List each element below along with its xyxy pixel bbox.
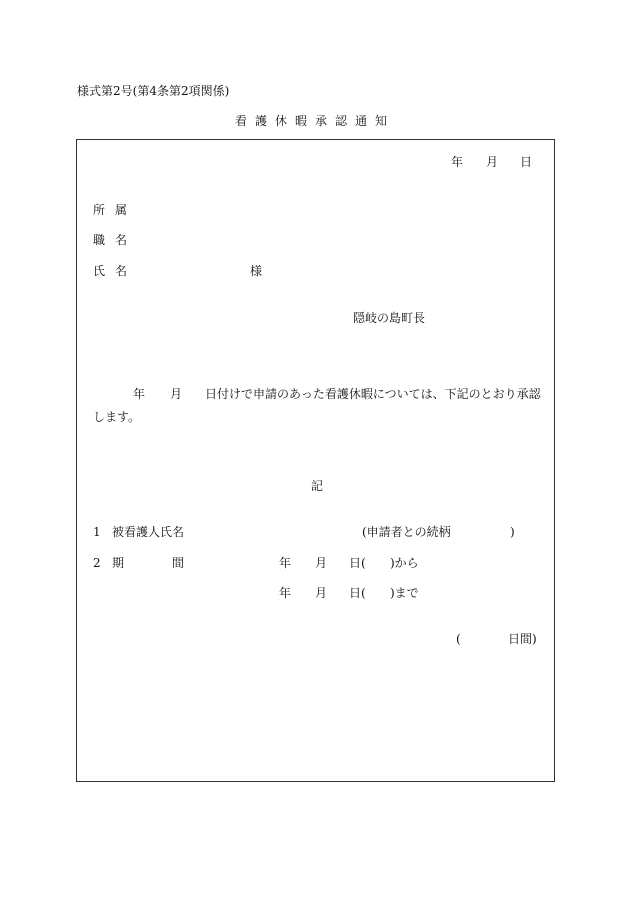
to-year: 年	[279, 586, 292, 600]
item1-relation: (申請者との続柄	[362, 525, 451, 539]
from-day: 日(	[349, 556, 366, 570]
body-line2: します。	[93, 410, 141, 424]
name-label: 氏名	[93, 264, 138, 278]
honorific: 様	[250, 264, 263, 278]
from-year: 年	[279, 556, 292, 570]
item2-label-a: 期	[112, 556, 125, 570]
ki-heading: 記	[311, 479, 324, 493]
item1-label: 被看護人氏名	[112, 525, 185, 539]
days-close: 日間)	[508, 632, 537, 646]
department-label: 所属	[93, 203, 138, 217]
form-frame	[76, 139, 555, 782]
to-month: 月	[315, 586, 328, 600]
document-title: 看護休暇承認通知	[234, 114, 395, 128]
to-day: 日(	[349, 586, 366, 600]
item2-label-b: 間	[172, 556, 185, 570]
from-month: 月	[315, 556, 328, 570]
date-month: 月	[486, 155, 499, 169]
to-close: )まで	[390, 586, 419, 600]
issuer: 隠岐の島町長	[353, 311, 426, 325]
body-month: 月	[170, 387, 183, 401]
body-year: 年	[133, 387, 146, 401]
days-open: (	[456, 632, 461, 646]
item1-close: )	[510, 525, 515, 539]
item2-number: 2	[93, 556, 101, 570]
date-year: 年	[451, 155, 464, 169]
job-title-label: 職名	[93, 233, 138, 247]
date-day: 日	[520, 155, 533, 169]
item1-number: 1	[93, 525, 101, 539]
from-close: )から	[390, 556, 419, 570]
body-line1: 日付けで申請のあった看護休暇については、下記のとおり承認	[205, 387, 541, 401]
form-number: 様式第2号(第4条第2項関係)	[77, 84, 230, 98]
